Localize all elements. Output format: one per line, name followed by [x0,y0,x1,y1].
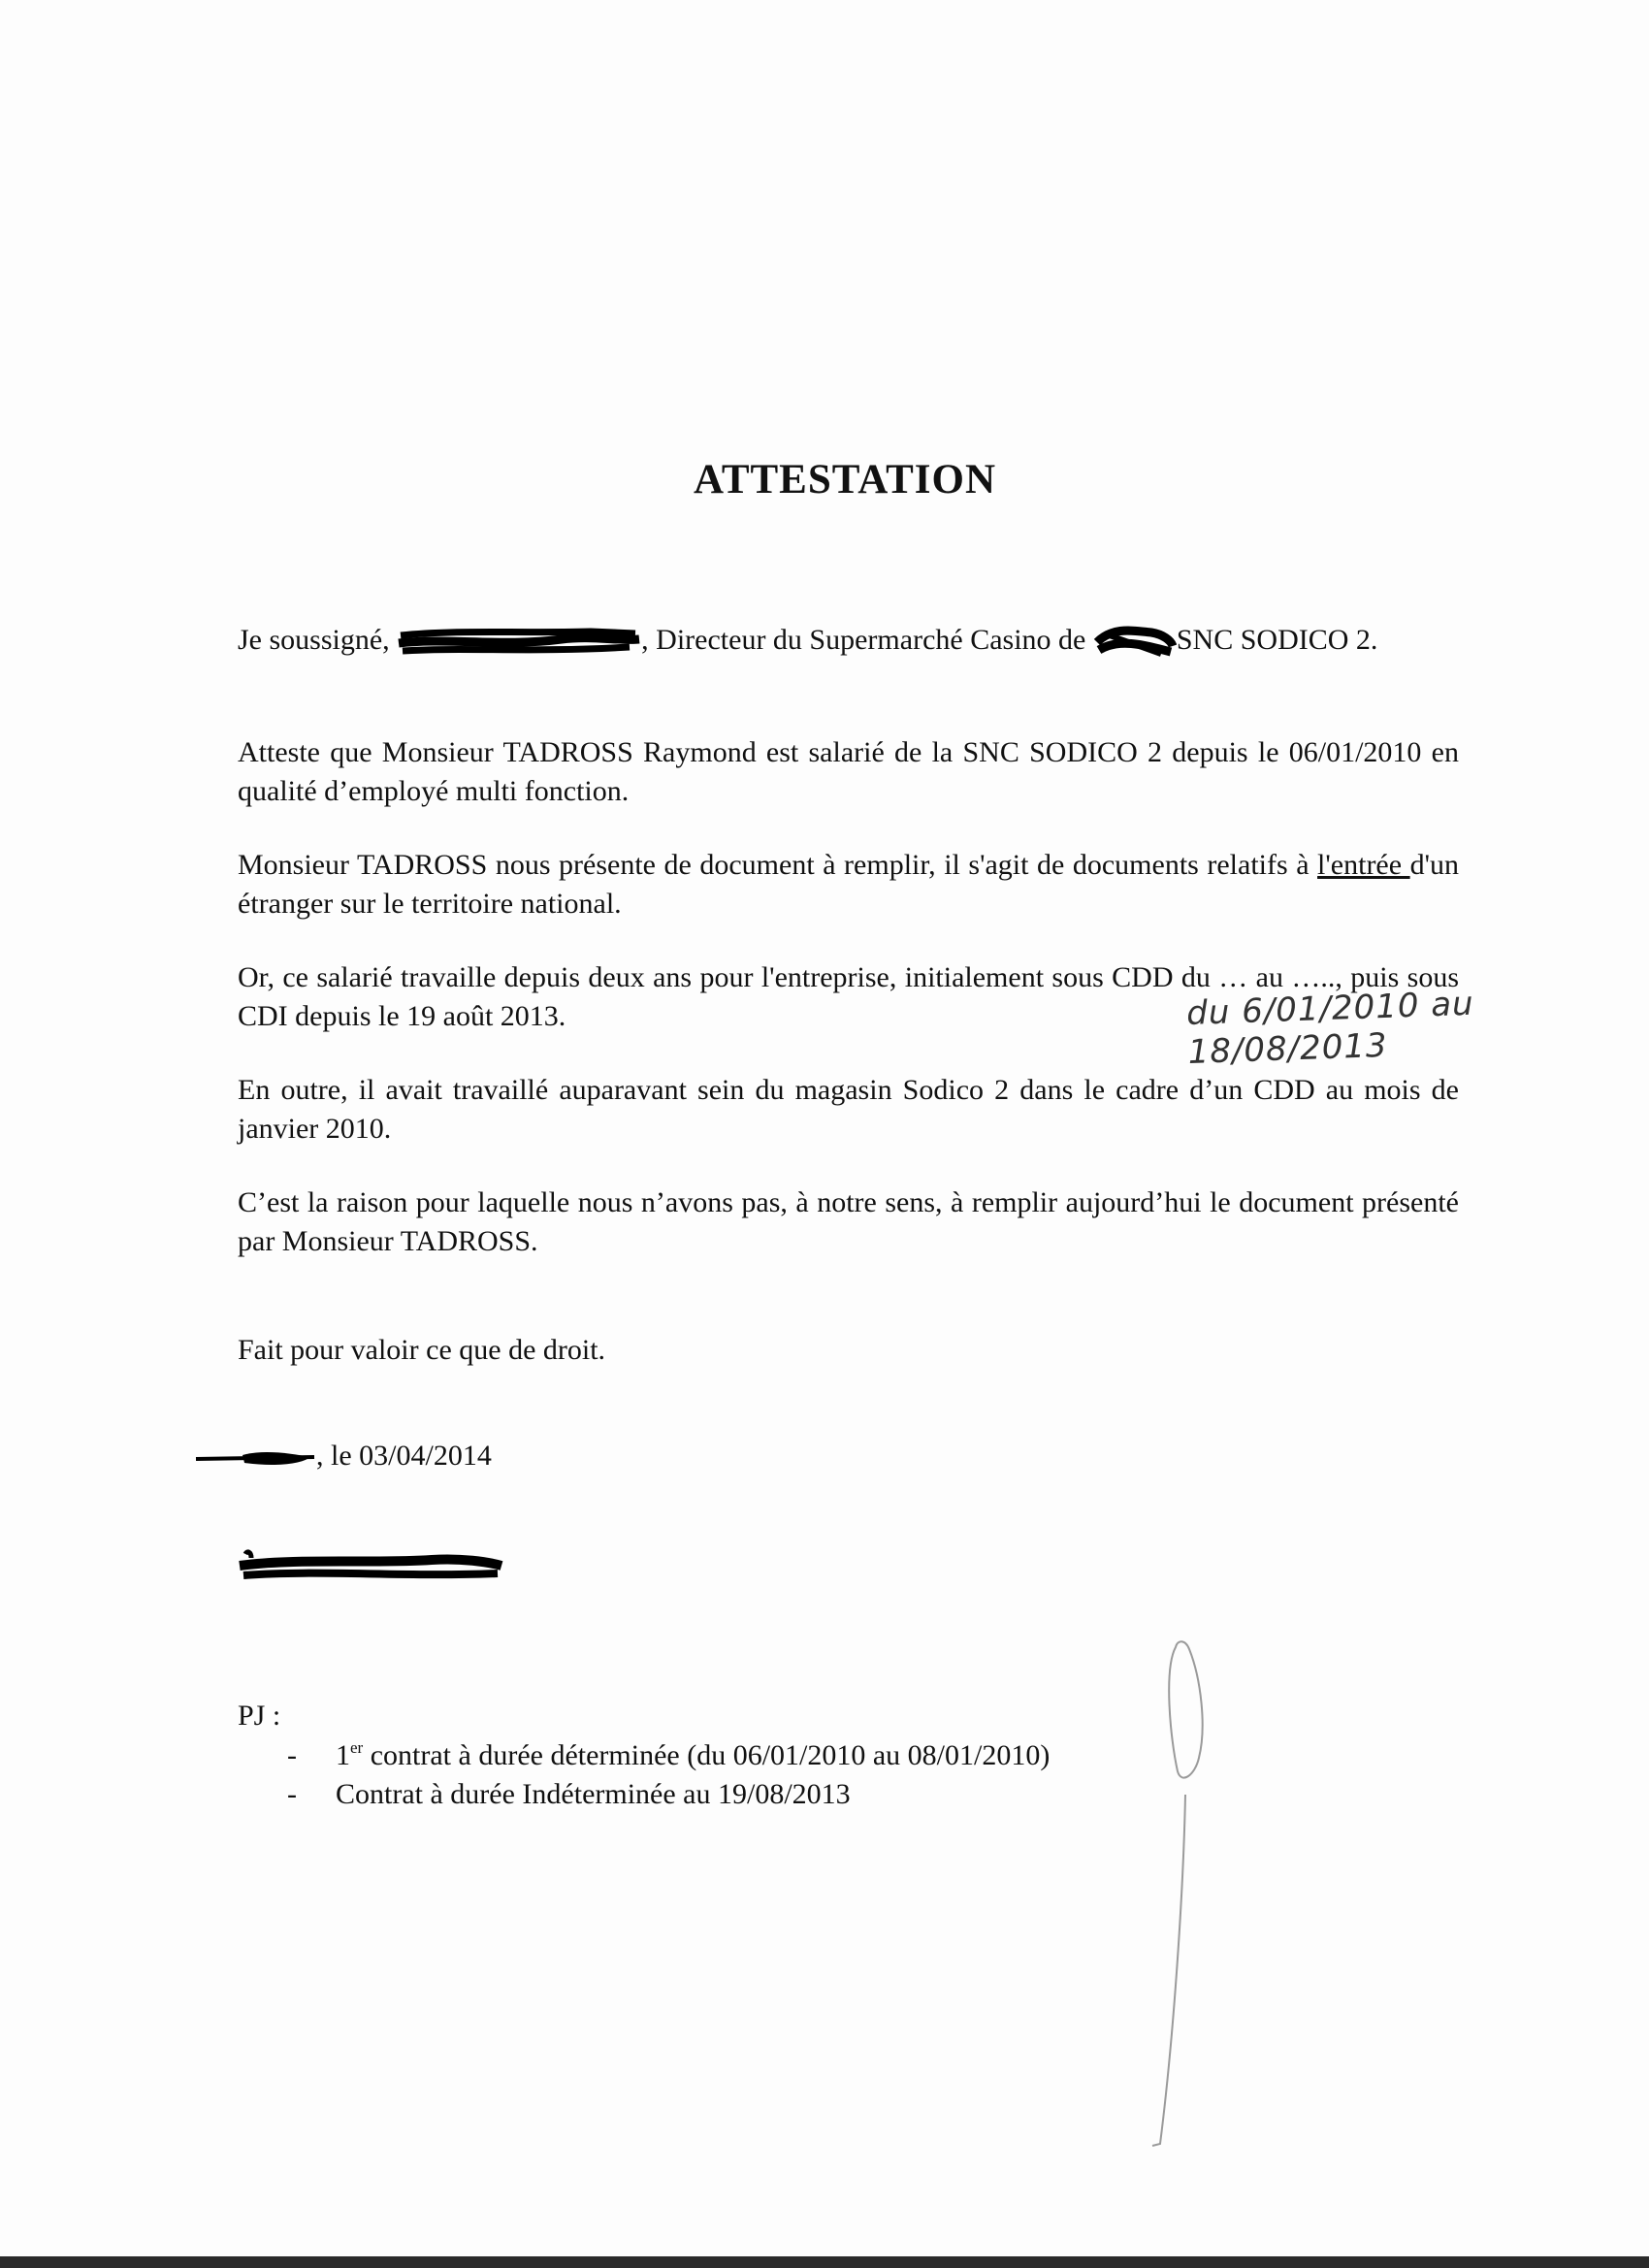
attachment-ordinal: 1 [336,1739,350,1771]
scan-border [0,2256,1649,2268]
closing-formula: Fait pour valoir ce que de droit. [238,1334,606,1366]
place-date-text: , le 03/04/2014 [316,1440,492,1472]
paragraph-contract-history: Or, ce salarié travaille depuis deux ans pour l'entreprise, initialement sous CDD du … au ….., puis sous CDI depuis le 19 août 2013. [238,961,1459,1032]
list-dash: - [287,1778,297,1810]
attachment-ordinal-suffix: er [350,1738,364,1757]
documents-text-a: Monsieur TADROSS nous présente de document à remplir, il s'agit de documents relatifs à [238,849,1318,881]
attachment-text: contrat à durée déterminée (du 06/01/2010 au 08/01/2010) [363,1739,1051,1771]
paragraph-reason: C’est la raison pour laquelle nous n’avons pas, à notre sens, à remplir aujourd’hui le document présenté par Monsieur TADROSS. [238,1186,1459,1257]
list-dash: - [287,1739,297,1771]
company-name: SNC SODICO 2. [1176,624,1378,656]
documents-text-b: d'un étranger sur le territoire national. [238,849,1460,920]
paragraph-employment: Atteste que Monsieur TADROSS Raymond est salarié de la SNC SODICO 2 depuis le 06/01/2010 en qualité d’employé multi fonction. [238,736,1459,807]
declarant-intro: Je soussigné, [238,624,398,656]
declarant-role: , Directeur du Supermarché Casino de [641,624,1093,656]
attachments-label: PJ : [238,1700,281,1732]
underlined-entry: l'entrée [1317,849,1410,881]
handwritten-dates-note: du 6/01/2010 au 18/08/2013 [1185,984,1475,1072]
document-title: ATTESTATION [693,457,997,502]
attachment-text: Contrat à durée Indéterminée au 19/08/2013 [336,1778,851,1810]
paragraph-previous-work: En outre, il avait travaillé auparavant sein du magasin Sodico 2 dans le cadre d’un CDD au mois de janvier 2010. [238,1074,1459,1145]
